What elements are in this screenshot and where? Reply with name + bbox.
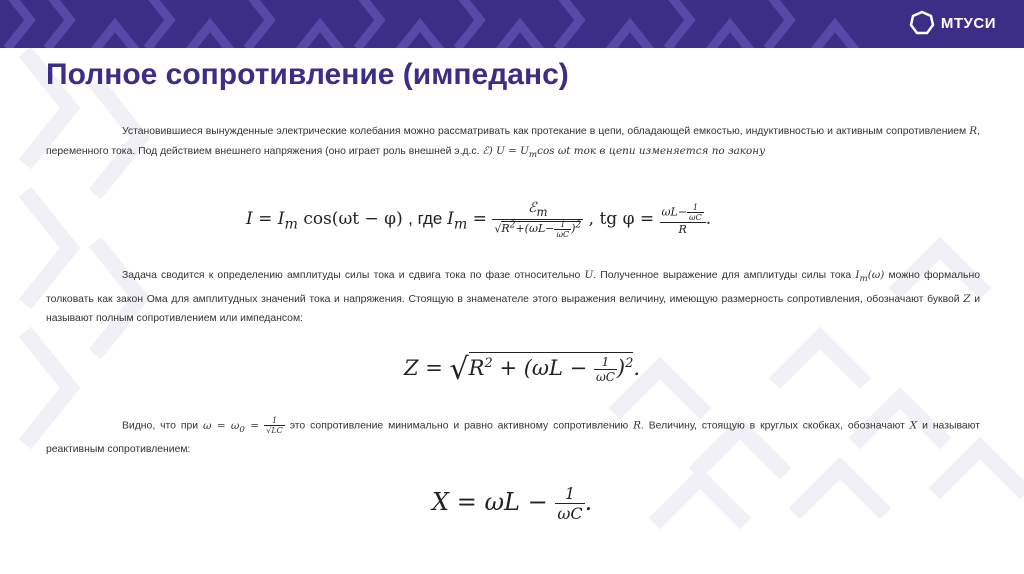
p3-cond: ω = ω <box>203 419 240 432</box>
f2-a: R <box>468 356 485 380</box>
logo <box>909 10 996 36</box>
f1-tg-fraction <box>660 203 706 236</box>
p3-cond-eq: = <box>244 419 265 432</box>
f2-fd: ωC <box>595 370 615 384</box>
formula-reactance <box>432 484 592 523</box>
f1-im-sub: m <box>453 216 468 233</box>
f1-tg-fd: ωC <box>689 212 702 222</box>
f1-cos: cos(ωt − φ) <box>297 208 409 229</box>
p2-u: U <box>584 269 594 281</box>
f2-f: 2 <box>625 356 634 371</box>
f1-tg-den: R <box>678 222 687 236</box>
p3-text3: . Величину, стоящую в круглых скобках, обозначают <box>640 420 905 432</box>
f3-lhs: X = ωL − <box>432 488 556 516</box>
p1-text2: , переменного тока. Под действием внешнего напряжения (оно играет роль внешней э.д.с. <box>46 126 981 157</box>
f2-fn: 1 <box>594 355 617 370</box>
p1-text4: cos ωt ток в цепи изменяется по закону <box>537 144 766 157</box>
f2-b: 2 <box>484 356 493 371</box>
slide-title: Полное сопротивление (импеданс) <box>46 58 569 91</box>
f1-num-sub: m <box>536 204 548 219</box>
p2-im: I <box>855 269 860 281</box>
p1-emf: ℰ <box>482 144 489 157</box>
f1-where: , где <box>408 208 448 228</box>
p2-im-sub: m <box>859 274 868 285</box>
f1-tg: , tg φ = <box>588 208 660 229</box>
paragraph-2 <box>46 266 980 329</box>
f1-den-fn: 1 <box>554 220 571 230</box>
formula-current <box>246 200 711 239</box>
f1-tg-num-a: ωL− <box>661 205 688 219</box>
p1-sub: m <box>528 149 538 160</box>
paragraph-1 <box>46 122 980 165</box>
f1-eq: = <box>467 208 493 229</box>
p2-text: Задача сводится к определению амплитуды силы тока и сдвига тока по фазе относительно <box>122 270 581 281</box>
p3-text2: это сопротивление минимально и равно активному сопротивлению <box>289 420 629 432</box>
f1-den-fd: ωC <box>556 229 570 239</box>
f3-fd: ωC <box>557 504 583 523</box>
f1-fraction: ℰ$_m$ $√R^2+(\omega L-$ $\frac{1}{\omega C}$ )$^2$ <box>494 200 582 239</box>
logo-icon <box>909 10 935 36</box>
paragraph-3 <box>46 416 980 460</box>
logo-text: МТУСИ <box>940 14 996 32</box>
f1-im: I <box>447 208 454 229</box>
p1-text3: ) U = U <box>488 144 529 157</box>
p1-text: Установившиеся вынужденные электрические колебания можно рассматривать как протекание в цепи, обладающей емкостью, индуктивностью и активным сопротивлением <box>122 126 967 137</box>
f1-den-a: R <box>501 222 510 236</box>
p2-z: Z <box>963 292 971 305</box>
f2-d: (ωL − <box>523 356 594 380</box>
p3-cond-fd: √LC <box>266 426 283 435</box>
p3-cond-sub: 0 <box>239 424 245 435</box>
f1-den-b: 2 <box>509 219 516 231</box>
p2-text4: и называют полным сопротивлением или импедансом: <box>46 293 980 325</box>
formula-impedance: $Z = √R^2 + (\omega L$ − $\frac{1}{\omega C}$ )$^2$. <box>404 352 641 387</box>
header-banner <box>0 0 1024 48</box>
f2-e: ) <box>616 356 626 380</box>
f2-c: + <box>492 356 524 380</box>
f1-end: . <box>705 208 712 229</box>
p3-cond-fn: 1 <box>264 416 285 426</box>
f3-end: . <box>584 488 593 516</box>
p1-r: R <box>969 125 978 137</box>
f1-den-e: 2 <box>575 219 582 231</box>
p2-text2: . Полученное выражение для амплитуды силы тока <box>593 270 852 281</box>
p3-r: R <box>633 419 641 432</box>
f1-lhs-sub: m <box>284 216 298 233</box>
f2-lhs: Z = <box>404 356 450 380</box>
p3-text: Видно, что при <box>122 420 199 432</box>
f1-den-d: ) <box>571 222 576 236</box>
p3-x: X <box>909 419 918 432</box>
p2-im-arg: (ω) <box>867 269 885 281</box>
f3-fn: 1 <box>555 484 584 504</box>
f2-end: . <box>633 356 641 380</box>
f1-den-c: +(ωL− <box>515 222 555 236</box>
f1-num: ℰ <box>528 200 537 216</box>
p3-text4: и называют реактивным сопротивлением: <box>46 420 980 456</box>
decorative-pattern <box>0 0 880 48</box>
f1-lhs: I = I <box>246 208 285 229</box>
f1-tg-fn: 1 <box>687 203 704 213</box>
p2-text3: можно формально толковать как закон Ома для амплитудных значений тока и напряжения. Стоящую в знаменателе этого выражения величину, имеющую размерность сопротивления, обозначают буквой <box>46 270 980 305</box>
